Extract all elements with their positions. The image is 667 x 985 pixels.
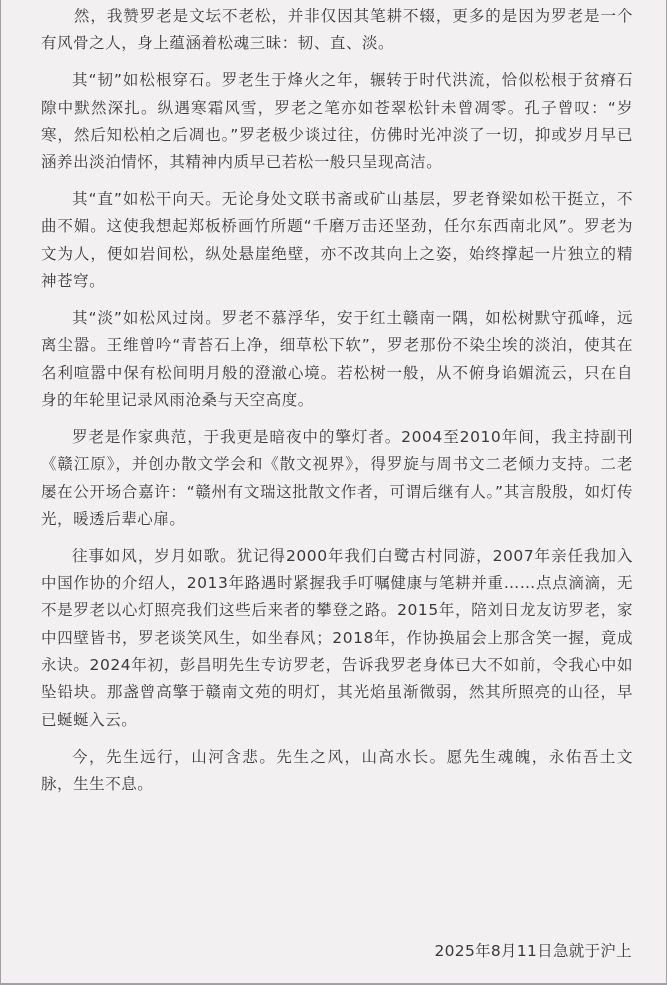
paragraph-serenity: 其“淡”如松风过岗。罗老不慕浮华，安于红土赣南一隅，如松树默守孤峰，远离尘嚣。王维曾吟“青苔石上净，细草松下软”，罗老那份不染尘埃的淡泊，使其在名利喧嚣中保有松间明月般的澄澈心境。若松树一般，从不俯身谄媚流云，只在自身的年轮里记录风雨沧桑与天空高度。	[41, 309, 633, 409]
paragraph-resilience: 其“韧”如松根穿石。罗老生于烽火之年，辗转于时代洪流，恰似松根于贫瘠石隙中默然深扎。纵遇寒霜风雪，罗老之笔亦如苍翠松针未曾凋零。孔子曾叹：“岁寒，然后知松柏之后凋也。”罗老极少谈过往，仿佛时光冲淡了一切，抑或岁月早已涵养出淡泊情怀，其精神内质早已若松一般只呈现高洁。	[41, 71, 633, 172]
paragraph-memories: 往事如风，岁月如歌。犹记得2000年我们白鹭古村同游，2007年亲任我加入中国作协的介绍人，2013年路遇时紧握我手叮嘱健康与笔耕并重……点点滴滴，无不是罗老以心灯照亮我们这些后来者的攀登之路。2015年，陪刘日龙友访罗老，家中四壁皆书，罗老谈笑风生，如坐春风；2018年，作协换届会上那含笑一握，竟成永诀。2024年初，彭昌明先生专访罗老，告诉我罗老身体已大不如前，令我心中如坠铅块。那盏曾高擎于赣南文苑的明灯，其光焰虽渐微弱，然其所照亮的山径，早已蜒蜒入云。	[41, 546, 633, 729]
signature-date: 2025年8月11日急就于沪上	[434, 942, 632, 960]
paragraph-farewell: 今，先生远行，山河含悲。先生之风，山高水长。愿先生魂魄，永佑吾土文脉，生生不息。	[41, 747, 633, 793]
paragraph-opening: 然，我赞罗老是文坛不老松，并非仅因其笔耕不辍，更多的是因为罗老是一个有风骨之人，身上蕴涵着松魂三昧：韧、直、淡。	[41, 7, 633, 53]
paragraph-uprightness: 其“直”如松干向天。无论身处文联书斋或矿山基层，罗老脊梁如松干挺立，不曲不媚。这使我想起郑板桥画竹所题“千磨万击还坚劲，任尔东西南北风”。罗老为文为人，便如岩间松，纵处悬崖绝壁，亦不改其向上之姿，始终撑起一片独立的精神苍穹。	[41, 190, 633, 291]
article-body	[41, 3, 633, 808]
paragraph-mentor: 罗老是作家典范，于我更是暗夜中的擎灯者。2004至2010年间，我主持副刊《赣江原》，并创办散文学会和《散文视界》，得罗旋与周书文二老倾力支持。二老屡在公开场合嘉许：“赣州有文瑞这批散文作者，可谓后继有人。”其言殷殷，如灯传光，暖透后辈心扉。	[41, 427, 633, 528]
